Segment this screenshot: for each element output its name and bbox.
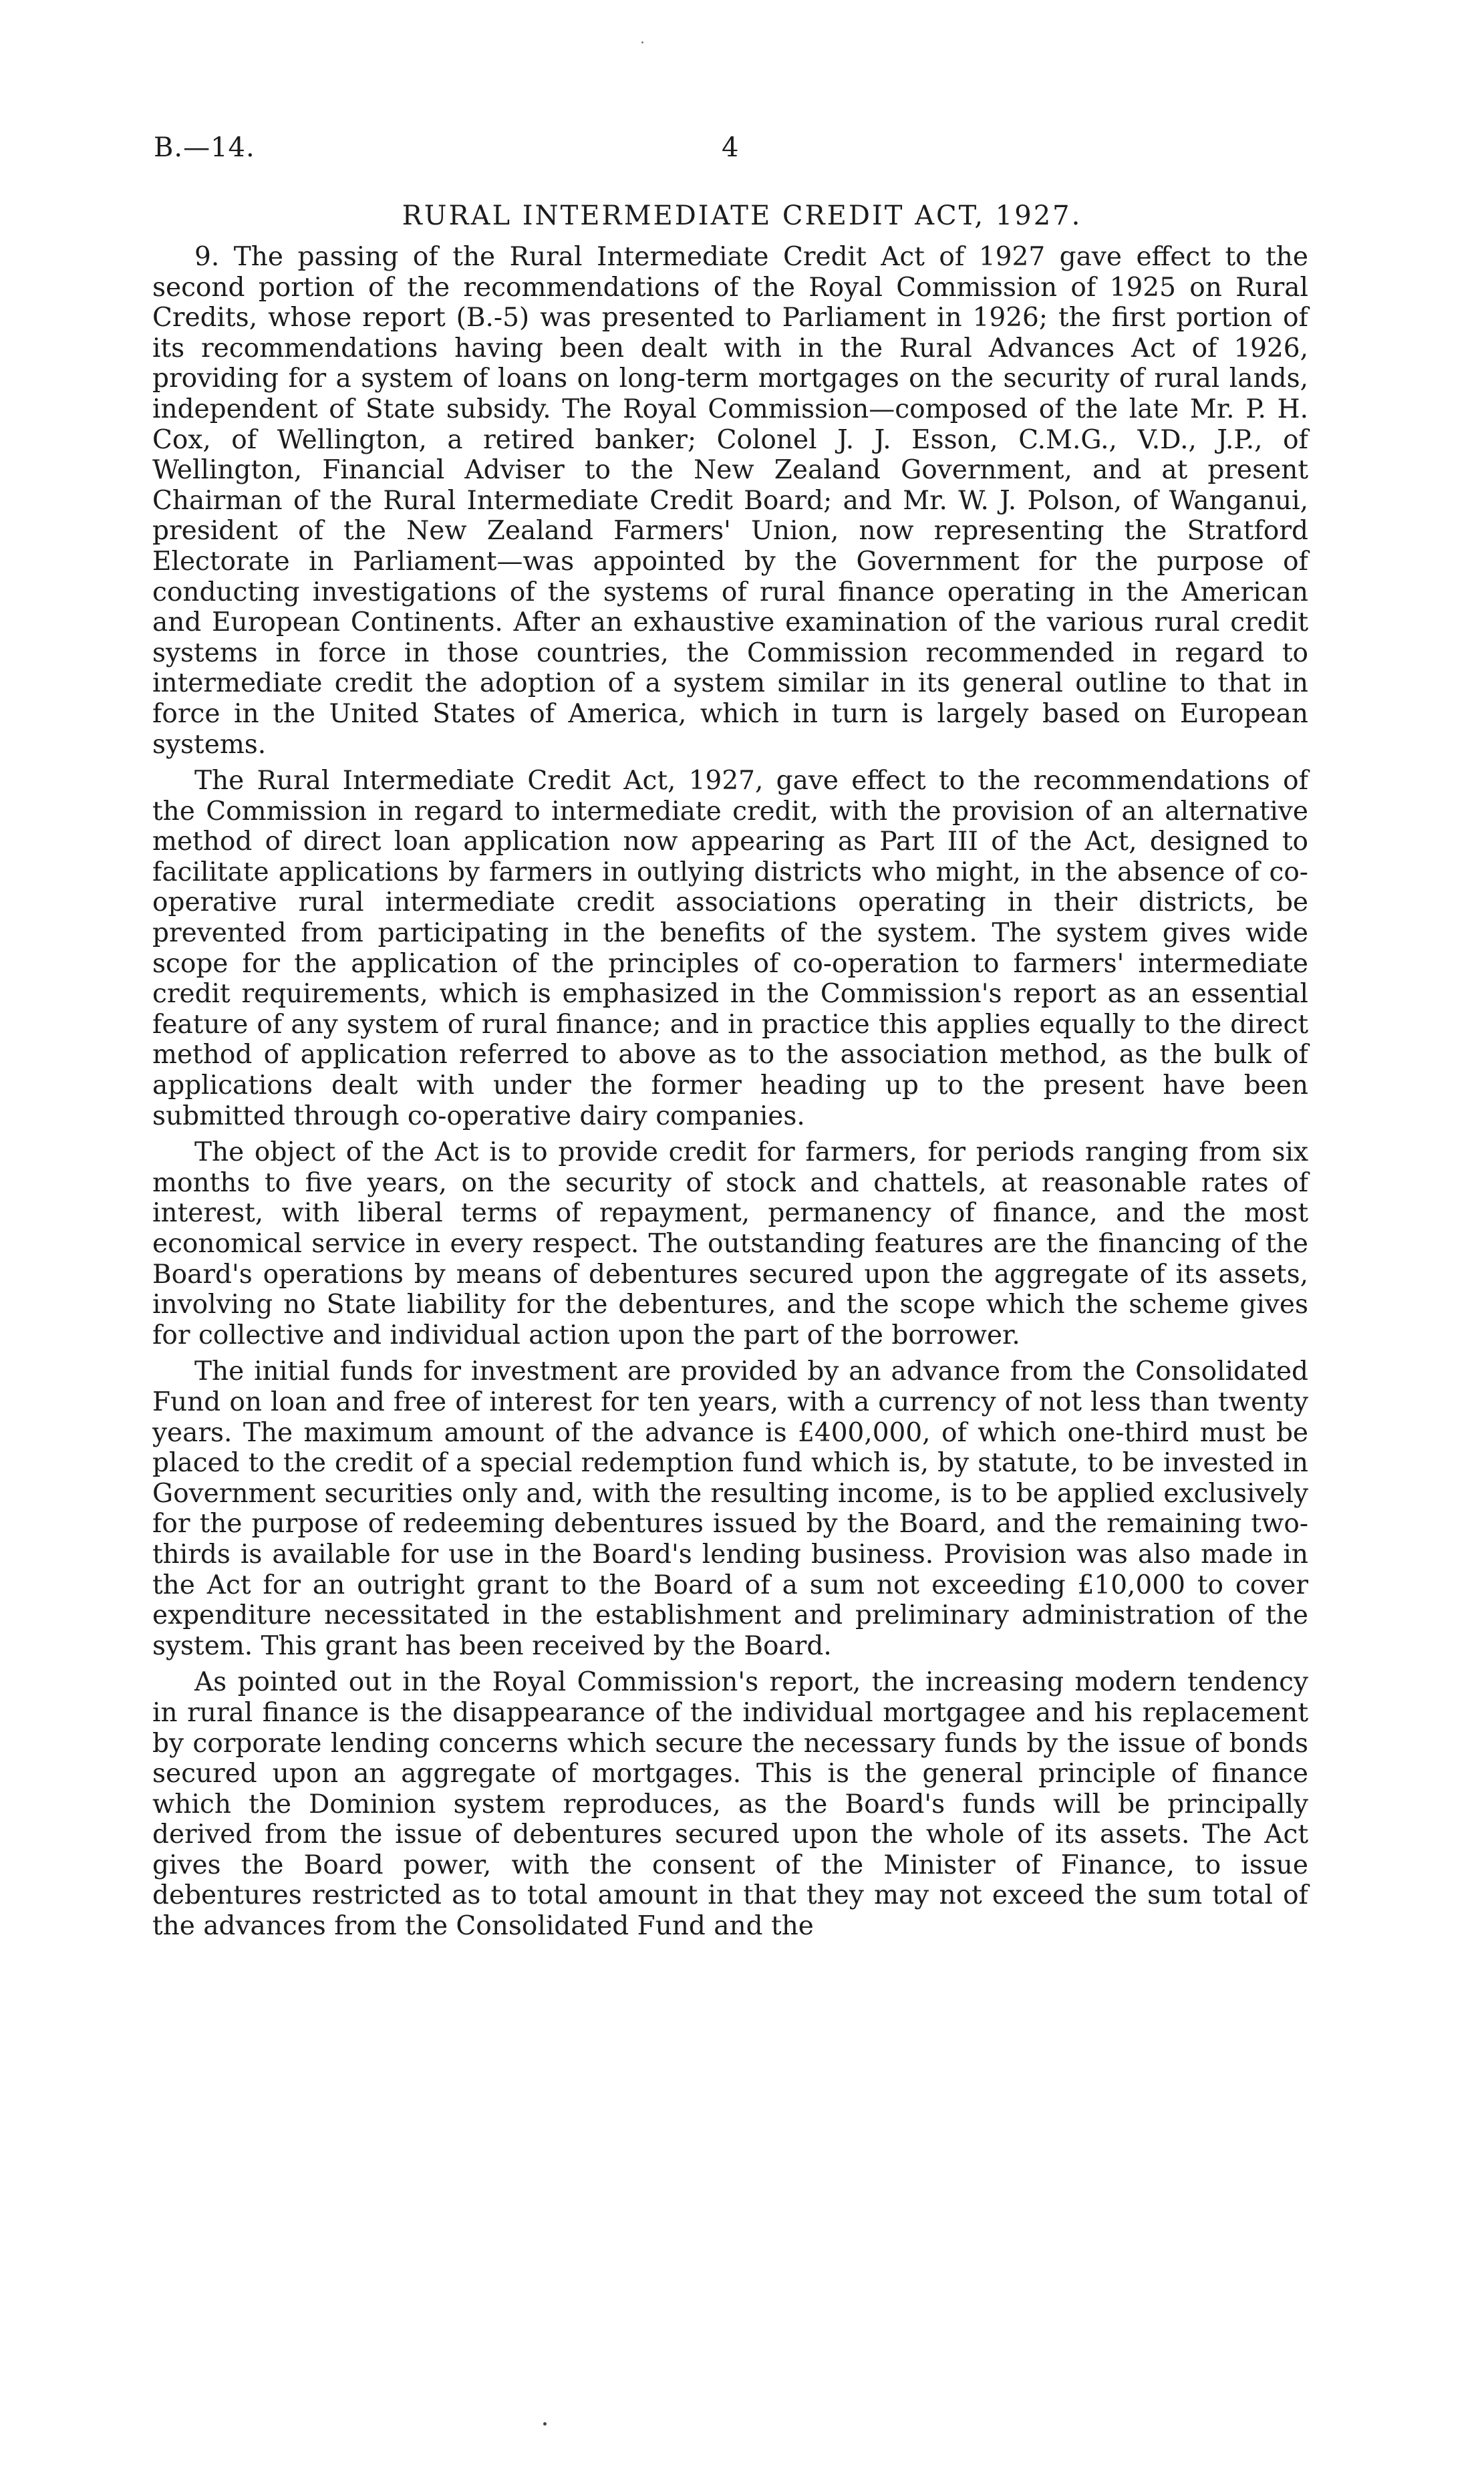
body-text	[152, 242, 1308, 1942]
paragraph: The initial funds for investment are provided by an advance from the Consolidated Fund on loan and free of interest for ten years, with a currency of not less than twenty years. The maximum amount of the advance is £400,000, of which one-third must be placed to the credit of a special redemption fund which is, by statute, to be invested in Government securities only and, with the resulting income, is to be applied exclusively for the purpose of redeeming debentures issued by the Board, and the remaining two-thirds is available for use in the Board's lending business. Provision was also made in the Act for an outright grant to the Board of a sum not exceeding £10,000 to cover expenditure necessitated in the establishment and preliminary administration of the system. This grant has been received by the Board.	[152, 1356, 1308, 1661]
paragraph: As pointed out in the Royal Commission's report, the increasing modern tendency in rural finance is the disappearance of the individual mortgagee and his replacement by corporate lending concerns which secure the necessary funds by the issue of bonds secured upon an aggregate of mortgages. This is the general principle of finance which the Dominion system reproduces, as the Board's funds will be principally derived from the issue of debentures secured upon the whole of its assets. The Act gives the Board power, with the consent of the Minister of Finance, to issue debentures restricted as to total amount in that they may not exceed the sum total of the advances from the Consolidated Fund and the	[152, 1667, 1308, 1942]
paragraph: 9. The passing of the Rural Intermediate Credit Act of 1927 gave effect to the second portion of the recommendations of the Royal Commission of 1925 on Rural Credits, whose report (B.-5) was presented to Parliament in 1926; the first portion of its recommendations having been dealt with in the Rural Advances Act of 1926, providing for a system of loans on long-term mortgages on the security of rural lands, independent of State subsidy. The Royal Commission—composed of the late Mr. P. H. Cox, of Wellington, a retired banker; Colonel J. J. Esson, C.M.G., V.D., J.P., of Wellington, Financial Adviser to the New Zealand Government, and at present Chairman of the Rural Intermediate Credit Board; and Mr. W. J. Polson, of Wanganui, president of the New Zealand Farmers' Union, now representing the Stratford Electorate in Parliament—was appointed by the Government for the purpose of conducting investigations of the systems of rural finance operating in the American and European Continents. After an exhaustive examination of the various rural credit systems in force in those countries, the Commission recommended in regard to intermediate credit the adoption of a system similar in its general outline to that in force in the United States of America, which in turn is largely based on European systems.	[152, 242, 1308, 760]
document-reference: B.—14.	[154, 132, 255, 163]
page-number: 4	[722, 132, 739, 163]
paragraph: The Rural Intermediate Credit Act, 1927, gave effect to the recommendations of the Commission in regard to intermediate credit, with the provision of an alternative method of direct loan application now appearing as Part III of the Act, designed to facilitate applications by farmers in outlying districts who might, in the absence of co-operative rural intermediate credit associations operating in their districts, be prevented from participating in the benefits of the system. The system gives wide scope for the application of the principles of co-operation to farmers' intermediate credit requirements, which is emphasized in the Commission's report as an essential feature of any system of rural finance; and in practice this applies equally to the direct method of application referred to above as to the association method, as the bulk of applications dealt with under the former heading up to the present have been submitted through co-operative dairy companies.	[152, 766, 1308, 1131]
section-title: RURAL INTERMEDIATE CREDIT ACT, 1927.	[402, 200, 1082, 231]
paragraph: The object of the Act is to provide credit for farmers, for periods ranging from six months to five years, on the security of stock and chattels, at reasonable rates of interest, with liberal terms of repayment, permanency of finance, and the most economical service in every respect. The outstanding features are the financing of the Board's operations by means of debentures secured upon the aggregate of its assets, involving no State liability for the debentures, and the scope which the scheme gives for collective and individual action upon the part of the borrower.	[152, 1137, 1308, 1350]
scan-speck	[641, 41, 643, 43]
footer-dot	[543, 2422, 547, 2426]
